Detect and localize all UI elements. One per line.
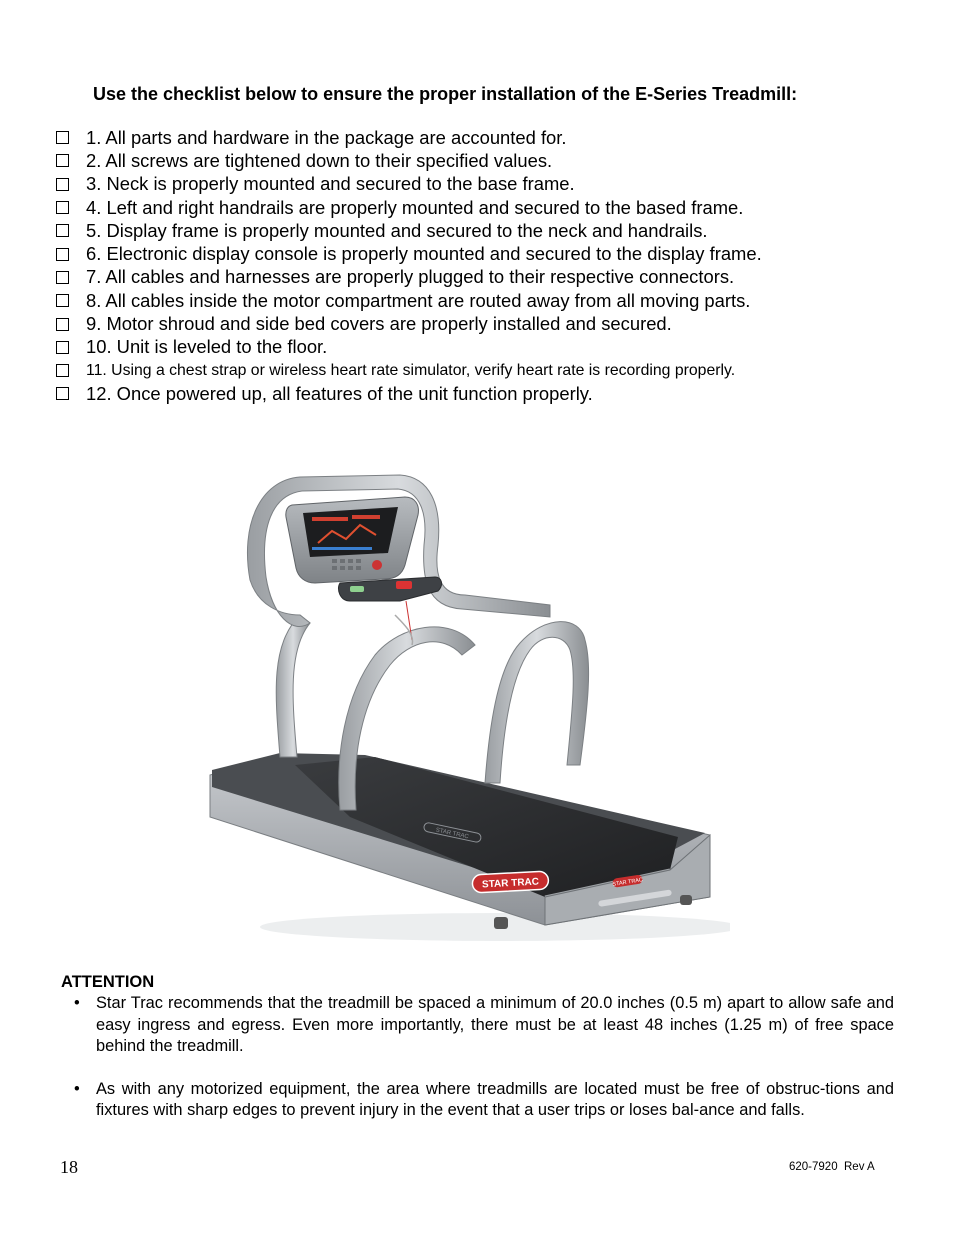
- page-number: 18: [60, 1157, 78, 1177]
- checklist-item: [55, 359, 915, 382]
- checklist-item-text: 12. Once powered up, all features of the unit function properly.: [86, 382, 593, 404]
- checklist-item-text: 1. All parts and hardware in the package are accounted for.: [86, 126, 567, 148]
- checkbox-icon[interactable]: [56, 178, 69, 191]
- checkbox-icon[interactable]: [56, 224, 69, 237]
- attention-item-text: As with any motorized equipment, the area where treadmills are located must be free of obstruc-tions and fixtures with sharp edges to prevent injury in the event that a user trips or loses bal-ance and falls.: [96, 1079, 894, 1119]
- checkbox-icon[interactable]: [56, 294, 69, 307]
- checklist-item: [55, 312, 915, 335]
- checklist-item-text: 4. Left and right handrails are properly mounted and secured to the based frame.: [86, 196, 744, 218]
- checklist-item: [55, 336, 915, 359]
- attention-item: [72, 1079, 894, 1122]
- document-reference: 620-7920 Rev A: [789, 1161, 875, 1173]
- bullet-icon: •: [74, 994, 80, 1012]
- rear-logo-text: STAR TRAC: [612, 877, 644, 888]
- checklist-item: [55, 289, 915, 312]
- bullet-icon: •: [74, 1079, 80, 1098]
- attention-title: ATTENTION: [61, 973, 155, 991]
- checklist-item-text: 7. All cables and harnesses are properly plugged to their respective connectors.: [86, 266, 735, 288]
- brand-logo-text: STAR TRAC: [481, 876, 540, 891]
- checklist-item: [55, 173, 915, 196]
- installation-checklist: [55, 126, 915, 406]
- checklist-heading: Use the checklist below to ensure the proper installation of the E-Series Treadmill:: [93, 84, 798, 104]
- checkbox-icon[interactable]: [56, 248, 69, 261]
- treadmill-photo: [200, 465, 730, 955]
- checklist-item: [55, 266, 915, 289]
- checklist-item: [55, 242, 915, 265]
- checklist-item: [55, 126, 915, 149]
- checklist-item-text: 2. All screws are tightened down to their specified values.: [86, 149, 553, 171]
- checkbox-icon[interactable]: [56, 364, 69, 377]
- checklist-item-text: 6. Electronic display console is properly mounted and secured to the display frame.: [86, 243, 762, 265]
- checkbox-icon[interactable]: [56, 387, 69, 400]
- checklist-item-text: 11. Using a chest strap or wireless heart rate simulator, verify heart rate is recording properly.: [86, 361, 736, 379]
- checklist-item-text: 5. Display frame is properly mounted and secured to the neck and handrails.: [86, 219, 708, 241]
- checklist-item-text: 10. Unit is leveled to the floor.: [86, 336, 328, 358]
- checkbox-icon[interactable]: [56, 318, 69, 331]
- checkbox-icon[interactable]: [56, 271, 69, 284]
- checklist-item: [55, 382, 915, 405]
- checkbox-icon[interactable]: [56, 201, 69, 214]
- checklist-item: [55, 219, 915, 242]
- attention-list: [72, 993, 894, 1122]
- checkbox-icon[interactable]: [56, 154, 69, 167]
- checklist-item: [55, 149, 915, 172]
- belt-logo-text: STAR TRAC: [435, 827, 470, 841]
- checkbox-icon[interactable]: [56, 341, 69, 354]
- checklist-item: [55, 196, 915, 219]
- checklist-item-text: 3. Neck is properly mounted and secured to the base frame.: [86, 173, 575, 195]
- checkbox-icon[interactable]: [56, 131, 69, 144]
- checklist-item-text: 9. Motor shroud and side bed covers are properly installed and secured.: [86, 313, 672, 335]
- attention-item: [72, 993, 894, 1058]
- checklist-item-text: 8. All cables inside the motor compartment are routed away from all moving parts.: [86, 289, 751, 311]
- attention-item-text: Star Trac recommends that the treadmill be spaced a minimum of 20.0 inches (0.5 m) apart to allow safe and easy ingress and egress. Even more importantly, there must be at least 48 inches (1.25 m) of free space behind the treadmill.: [96, 994, 894, 1055]
